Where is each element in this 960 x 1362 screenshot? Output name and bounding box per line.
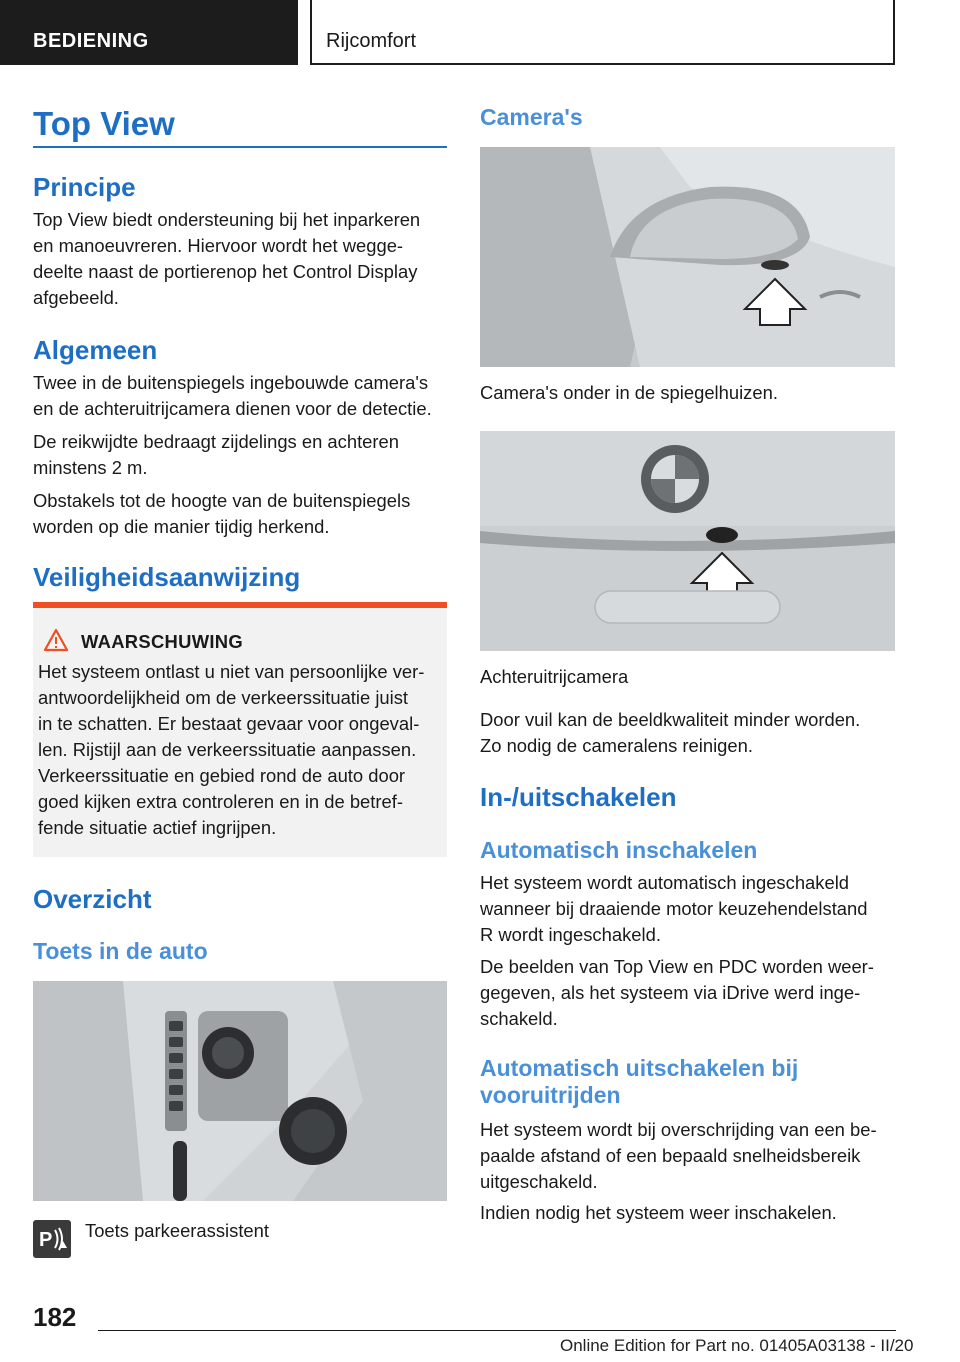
heading-auto-uit-1: Automatisch uitschakelen bij	[480, 1055, 799, 1081]
principe-line-3: deelte naast de portierenop het Control Display	[33, 261, 418, 282]
warning-line-1: Het systeem ontlast u niet van persoonlijke ver-	[38, 661, 425, 682]
rear-caption: Achteruitrijcamera	[480, 666, 629, 687]
auto-uit-p1-line-3: uitgeschakeld.	[480, 1171, 598, 1192]
warning-line-7: fende situatie actief ingrijpen.	[38, 817, 277, 838]
algemeen-p1-line-2: en de achteruitrijcamera dienen voor de detectie.	[33, 398, 432, 419]
auto-in-p2-line-3: schakeld.	[480, 1008, 558, 1029]
auto-uit-p1-line-2: paalde afstand of een bepaald snelheidsbereik	[480, 1145, 861, 1166]
rear-line-1: Door vuil kan de beeldkwaliteit minder worden.	[480, 709, 861, 730]
page-title: Top View	[33, 105, 175, 142]
warning-line-4: len. Rijstijl aan de verkeerssituatie aanpassen.	[38, 739, 417, 760]
heading-algemeen: Algemeen	[33, 335, 158, 365]
chapter-title: Rijcomfort	[310, 0, 895, 65]
heading-overzicht: Overzicht	[33, 884, 152, 914]
rear-camera-image	[480, 431, 895, 651]
algemeen-p2-line-1: De reikwijdte bedraagt zijdelings en achteren	[33, 431, 399, 452]
auto-in-p2-line-2: gegeven, als het systeem via iDrive werd inge-	[480, 982, 861, 1003]
park-assist-icon	[33, 1220, 71, 1258]
auto-in-p1-line-1: Het systeem wordt automatisch ingeschakeld	[480, 872, 850, 893]
heading-auto-uit-2: vooruitrijden	[480, 1082, 621, 1108]
algemeen-p1-line-1: Twee in de buitenspiegels ingebouwde camera's	[33, 372, 429, 393]
principe-line-2: en manoeuvreren. Hiervoor wordt het wegge-	[33, 235, 404, 256]
mirror-camera-image	[480, 147, 895, 367]
toets-caption: Toets parkeerassistent	[85, 1220, 269, 1241]
heading-veiligheid: Veiligheidsaanwijzing	[33, 562, 301, 592]
svg-text:P: P	[39, 1229, 53, 1251]
heading-principe: Principe	[33, 172, 136, 202]
title-rule	[33, 146, 447, 148]
warning-line-5: Verkeerssituatie en gebied rond de auto door	[38, 765, 406, 786]
algemeen-p3-line-1: Obstakels tot de hoogte van de buitenspiegels	[33, 490, 411, 511]
page-number: 182	[33, 1302, 77, 1332]
mirror-caption: Camera's onder in de spiegelhuizen.	[480, 382, 778, 403]
heading-inuit: In-/uitschakelen	[480, 782, 677, 812]
console-image	[33, 981, 447, 1201]
principe-line-4: afgebeeld.	[33, 287, 119, 308]
heading-toets: Toets in de auto	[33, 938, 208, 964]
auto-in-p1-line-3: R wordt ingeschakeld.	[480, 924, 661, 945]
algemeen-p3-line-2: worden op die manier tijdig herkend.	[33, 516, 330, 537]
algemeen-p2-line-2: minstens 2 m.	[33, 457, 148, 478]
warning-line-6: goed kijken extra controleren en in de betref-	[38, 791, 403, 812]
warning-line-2: antwoordelijkheid om de verkeerssituatie juist	[38, 687, 409, 708]
warning-triangle-icon	[43, 628, 69, 652]
warning-line-3: in te schatten. Er bestaat gevaar voor ongeval-	[38, 713, 420, 734]
auto-uit-p1-line-1: Het systeem wordt bij overschrijding van een be-	[480, 1119, 877, 1140]
principe-line-1: Top View biedt ondersteuning bij het inparkeren	[33, 209, 421, 230]
auto-in-p1-line-2: wanneer bij draaiende motor keuzehendelstand	[480, 898, 868, 919]
rear-line-2: Zo nodig de cameralens reinigen.	[480, 735, 753, 756]
heading-auto-in: Automatisch inschakelen	[480, 837, 758, 863]
heading-cameras: Camera's	[480, 104, 583, 130]
footer-edition: Online Edition for Part no. 01405A03138 - II/20	[560, 1336, 914, 1355]
auto-in-p2-line-1: De beelden van Top View en PDC worden weer-	[480, 956, 874, 977]
footer-rule	[98, 1330, 896, 1331]
auto-uit-p2-line-1: Indien nodig het systeem weer inschakelen.	[480, 1202, 837, 1223]
section-tab: BEDIENING	[0, 0, 298, 65]
warning-title: WAARSCHUWING	[81, 631, 243, 652]
